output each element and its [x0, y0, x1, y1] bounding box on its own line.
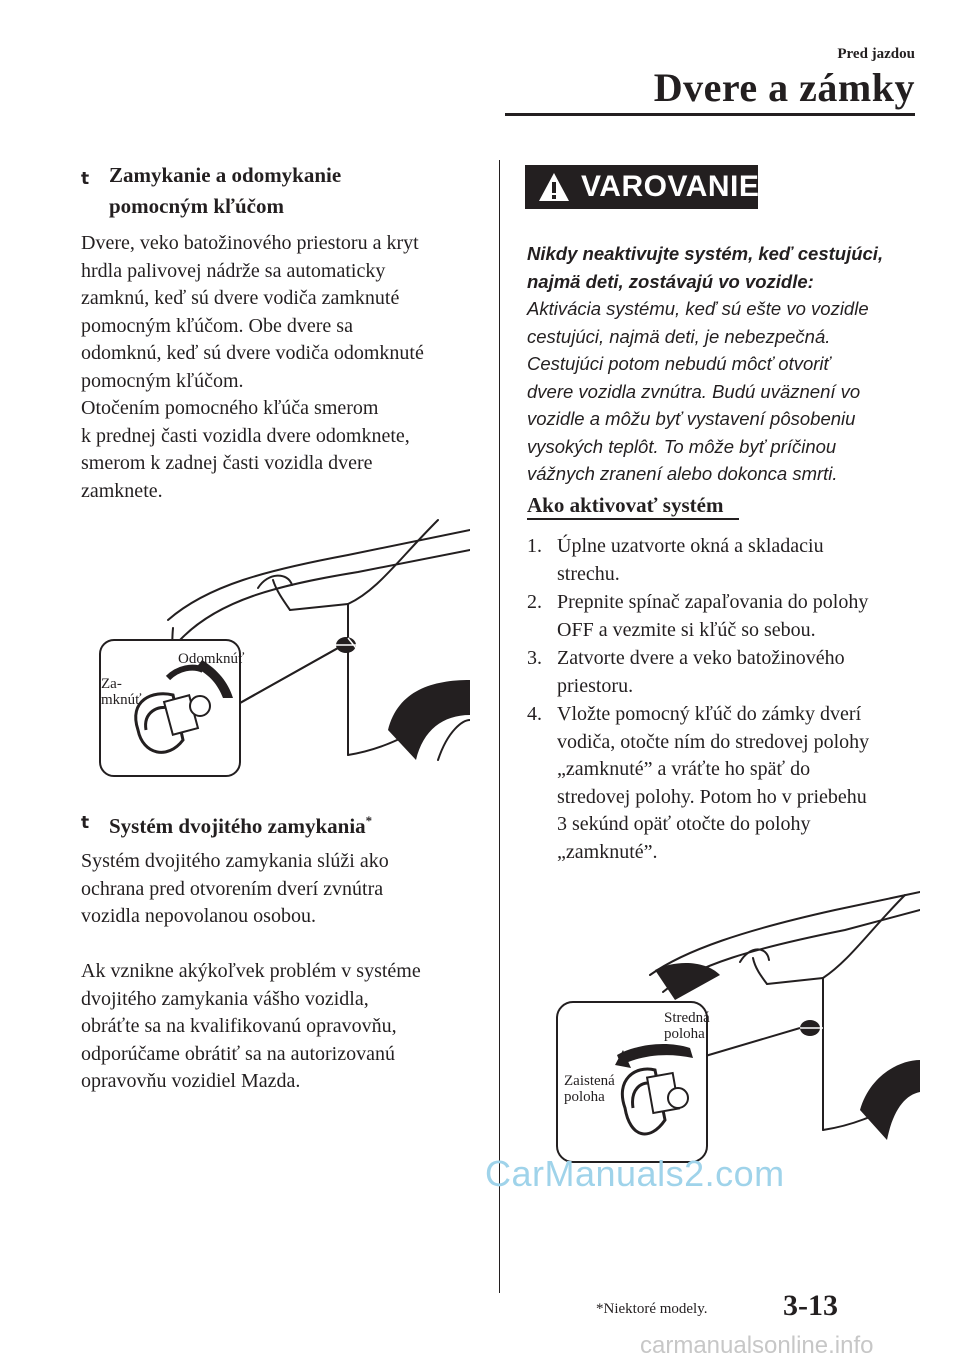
page-title: Dvere a zámky	[653, 65, 915, 110]
step-number: 4.	[527, 703, 542, 725]
text-line: k prednej časti vozidla dvere odomknete,	[81, 424, 410, 447]
text-line: ochrana pred otvorením dverí zvnútra	[81, 877, 384, 900]
text-line: pomocným kľúčom. Obe dvere sa	[81, 314, 353, 337]
label-center-position	[664, 1010, 710, 1042]
warning-line: vozidle a môžu byť vystavení pôsobeniu	[527, 408, 856, 429]
step-item	[527, 645, 927, 700]
step-item	[527, 589, 927, 644]
step-number: 2.	[527, 591, 542, 613]
warning-bold-line: najmä deti, zostávajú vo vozidle:	[527, 270, 814, 292]
text-line: smerom k zadnej časti vozidla dvere	[81, 452, 373, 474]
section2-para2	[81, 958, 491, 1096]
label-lock-line2: mknúť	[101, 692, 142, 708]
section-bullet: t	[81, 813, 90, 833]
label-unlock: Odomknúť	[178, 651, 245, 667]
label-center-line2: poloha	[664, 1026, 705, 1042]
text-line: vozidla nepovolanou osobou.	[81, 905, 316, 927]
warning-body	[527, 240, 907, 488]
section-bullet: t	[81, 169, 90, 189]
header-section: Pred jazdou	[837, 46, 915, 62]
section1-heading-line1: Zamykanie a odomykanie	[109, 163, 342, 187]
label-lock	[101, 676, 142, 708]
footnote: *Niektoré modely.	[596, 1301, 708, 1317]
text-line: opravovňu vozidiel Mazda.	[81, 1070, 301, 1092]
warning-line: vysokých teplôt. To môže byť príčinou	[527, 435, 837, 457]
step-line: strechu.	[557, 562, 620, 585]
step-item	[527, 533, 927, 588]
step-line: 3 sekúnd opäť otočte do polohy	[557, 813, 811, 835]
warning-line: Aktivácia systému, keď sú ešte vo vozidle	[527, 298, 869, 319]
figure-door-key-unlock	[98, 500, 470, 790]
warning-bold-line: Nikdy neaktivujte systém, keď cestujúci,	[527, 243, 884, 264]
text-line: odomknú, keď sú dvere vodiča odomknuté	[81, 342, 424, 364]
step-number: 3.	[527, 647, 542, 669]
watermark-carmanuals2: CarManuals2.com	[485, 1153, 785, 1194]
text-line: zamknú, keď sú dvere vodiča zamknuté	[81, 287, 400, 309]
column-divider	[499, 160, 500, 1293]
warning-icon	[537, 171, 571, 203]
procedure-steps	[527, 533, 927, 867]
section1-body	[81, 230, 481, 505]
label-locked-line2: poloha	[564, 1089, 605, 1105]
label-center-line1: Stredná	[664, 1010, 710, 1026]
procedure-heading-rule	[527, 518, 739, 520]
text-line: dvojitého zamykania vášho vozidla,	[81, 987, 369, 1010]
text-line: Systém dvojitého zamykania slúži ako	[81, 850, 389, 872]
step-line: vodiča, otočte ním do stredovej polohy	[557, 730, 870, 753]
section2-heading-text: Systém dvojitého zamykania	[109, 814, 366, 838]
step-line: Úplne uzatvorte okná a skladaciu	[557, 535, 824, 557]
step-line: Prepnite spínač zapaľovania do polohy	[557, 591, 869, 613]
asterisk: *	[365, 813, 373, 828]
warning-line: dvere vozidla zvnútra. Budú uväznení vo	[527, 380, 861, 402]
section2-para1	[81, 848, 491, 931]
header-rule	[505, 113, 915, 116]
figure-door-key-double-lock	[555, 880, 920, 1165]
warning-line: vážnych zranení alebo dokonca smrti.	[527, 463, 838, 484]
step-item	[527, 701, 927, 866]
step-line: Vložte pomocný kľúč do zámky dverí	[557, 703, 862, 725]
text-line: Dvere, veko batožinového priestoru a kryt	[81, 232, 419, 254]
section1-heading-line2: pomocným kľúčom	[109, 194, 284, 218]
label-locked-position	[564, 1073, 615, 1105]
section1-heading	[109, 160, 341, 222]
step-line: priestoru.	[557, 674, 634, 697]
text-line: Otočením pomocného kľúča smerom	[81, 397, 379, 419]
text-line: zamknete.	[81, 479, 163, 502]
text-line: odporúčame obrátiť sa na autorizovanú	[81, 1042, 395, 1065]
step-line: „zamknuté” a vráťte ho späť do	[557, 758, 811, 780]
warning-banner	[525, 165, 758, 209]
text-line: pomocným kľúčom.	[81, 369, 244, 392]
label-locked-line1: Zaistená	[564, 1073, 615, 1089]
warning-line: Cestujúci potom nebudú môcť otvoriť	[527, 353, 831, 374]
step-number: 1.	[527, 535, 542, 557]
text-line: hrdla palivovej nádrže sa automaticky	[81, 259, 386, 282]
step-line: Zatvorte dvere a veko batožinového	[557, 647, 845, 669]
step-line: „zamknuté”.	[557, 840, 658, 863]
step-line: stredovej polohy. Potom ho v priebehu	[557, 785, 867, 808]
section2-heading	[109, 805, 372, 842]
page-number: 3-13	[783, 1289, 838, 1322]
label-lock-line1: Za-	[101, 676, 122, 692]
text-line: obráťte sa na kvalifikovanú opravovňu,	[81, 1015, 397, 1037]
step-line: OFF a vezmite si kľúč so sebou.	[557, 618, 816, 641]
procedure-heading: Ako aktivovať systém	[527, 493, 724, 517]
warning-line: cestujúci, najmä deti, je nebezpečná.	[527, 325, 831, 347]
watermark-carmanualsonline: carmanualsonline.info	[640, 1332, 874, 1359]
text-line: Ak vznikne akýkoľvek problém v systéme	[81, 960, 421, 982]
warning-label: VAROVANIE	[581, 170, 760, 203]
